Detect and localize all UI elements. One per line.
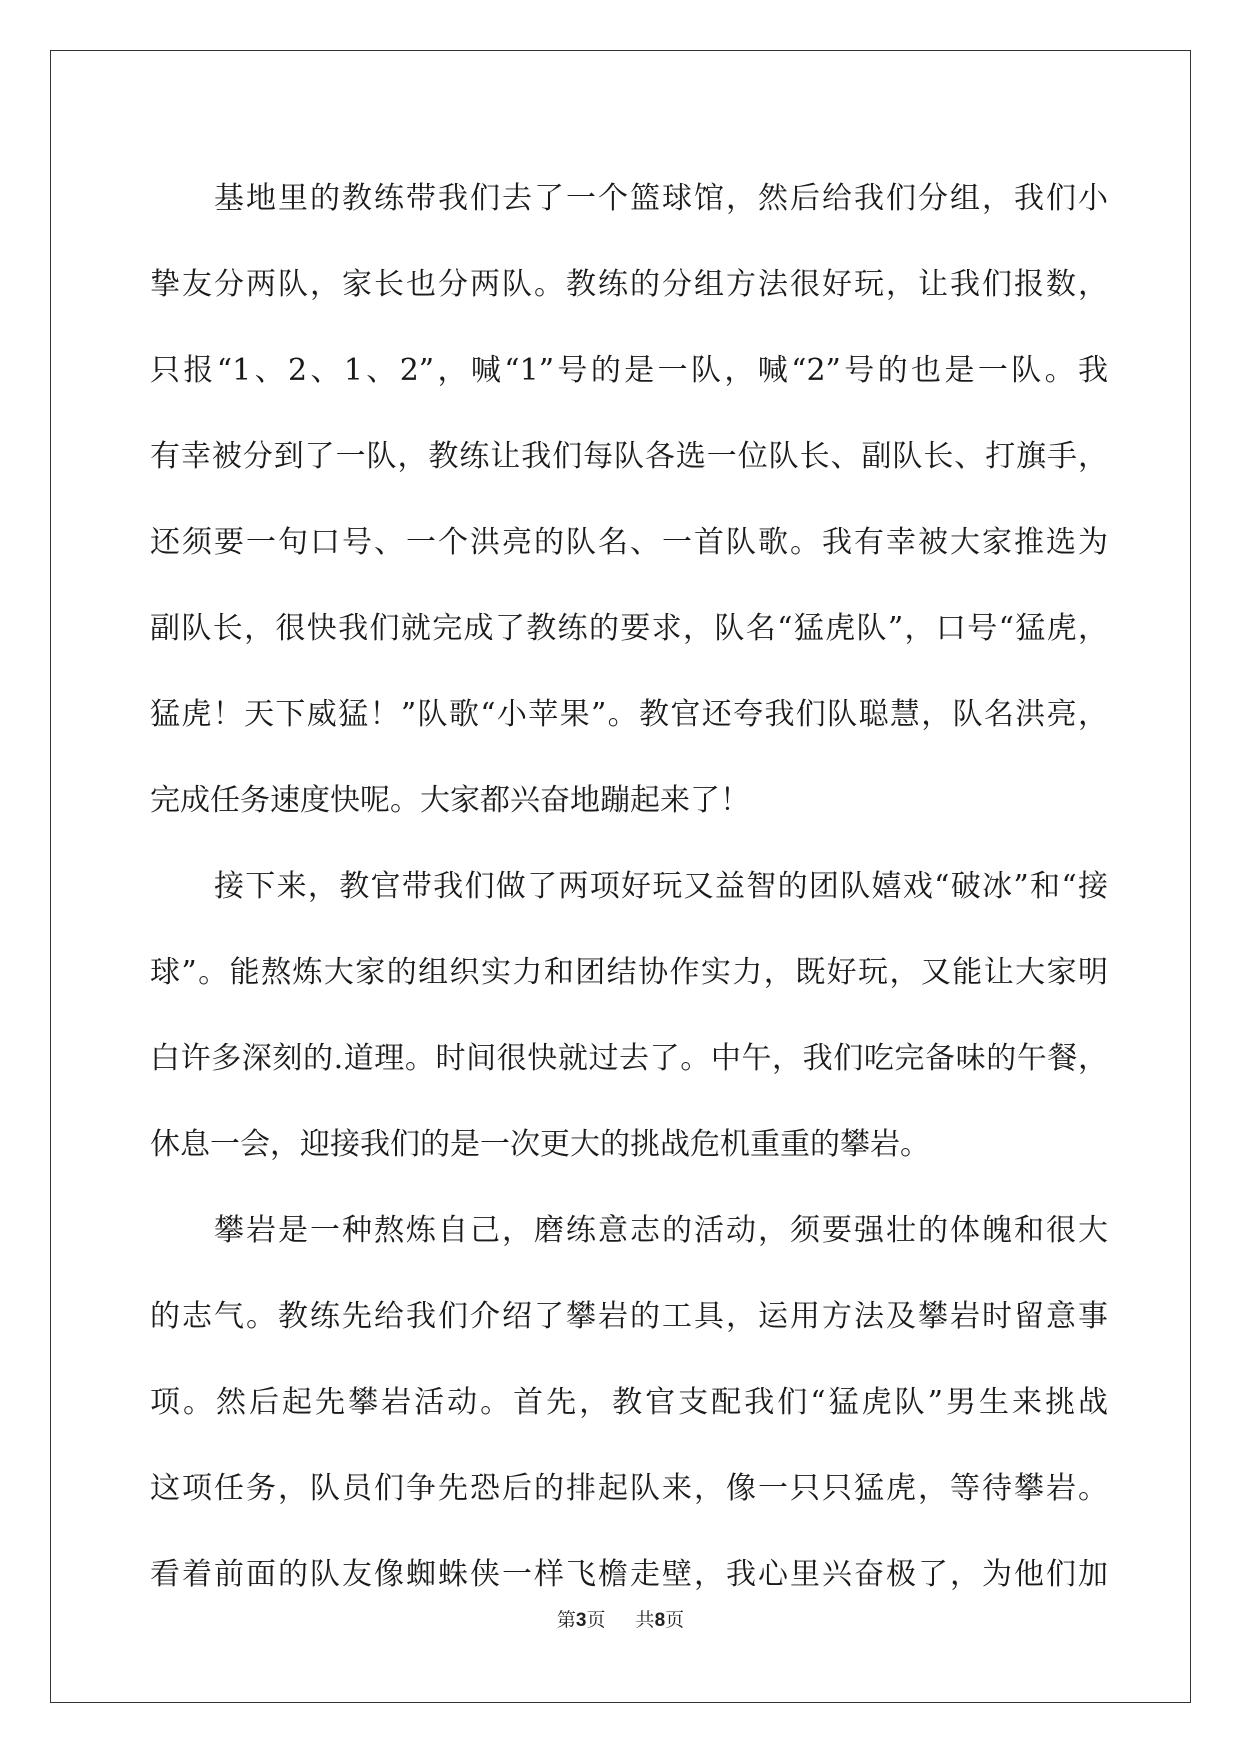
text-line: 有幸被分到了一队，教练让我们每队各选一位队长、副队长、打旗手， — [150, 439, 1108, 474]
document-body — [150, 156, 1108, 1618]
page-suffix: 页 — [586, 1609, 606, 1631]
total-suffix: 页 — [665, 1609, 685, 1631]
text-line: 完成任务速度快呢。大家都兴奋地蹦起来了！ — [150, 783, 750, 818]
text-line: 白许多深刻的.道理。时间很快就过去了。中午，我们吃完备味的午餐， — [150, 1041, 1108, 1076]
text-line: 这项任务，队员们争先恐后的排起队来，像一只只猛虎，等待攀岩。 — [150, 1471, 1108, 1506]
total-page-number: 8 — [654, 1610, 666, 1631]
text-line: 的志气。教练先给我们介绍了攀岩的工具，运用方法及攀岩时留意事 — [150, 1299, 1108, 1334]
page-prefix: 第 — [556, 1609, 576, 1631]
text-line: 项。然后起先攀岩活动。首先，教官支配我们“猛虎队”男生来挑战 — [150, 1385, 1108, 1420]
current-page-number: 3 — [575, 1610, 587, 1631]
text-line: 看着前面的队友像蜘蛛侠一样飞檐走壁，我心里兴奋极了，为他们加 — [150, 1557, 1108, 1592]
page-footer — [0, 1608, 1241, 1633]
text-line: 只报“1、2、1、2”，喊“1”号的是一队，喊“2”号的也是一队。我 — [150, 353, 1108, 388]
text-line: 攀岩是一种熬炼自己，磨练意志的活动，须要强壮的体魄和很大 — [214, 1213, 1108, 1248]
text-line: 猛虎！天下威猛！”队歌“小苹果”。教官还夸我们队聪慧，队名洪亮， — [150, 697, 1108, 732]
text-line: 还须要一句口号、一个洪亮的队名、一首队歌。我有幸被大家推选为 — [150, 525, 1108, 560]
total-prefix: 共 — [635, 1609, 655, 1631]
text-line: 副队长，很快我们就完成了教练的要求，队名“猛虎队”，口号“猛虎， — [150, 611, 1108, 646]
text-line: 休息一会，迎接我们的是一次更大的挑战危机重重的攀岩。 — [150, 1127, 930, 1162]
text-line: 基地里的教练带我们去了一个篮球馆，然后给我们分组，我们小 — [214, 181, 1108, 216]
page-number-label — [557, 1609, 612, 1631]
text-line: 球”。能熬炼大家的组织实力和团结协作实力，既好玩，又能让大家明 — [150, 955, 1108, 990]
text-line: 挚友分两队，家长也分两队。教练的分组方法很好玩，让我们报数， — [150, 267, 1108, 302]
text-line: 接下来，教官带我们做了两项好玩又益智的团队嬉戏“破冰”和“接 — [214, 869, 1108, 904]
page-total-label — [636, 1609, 685, 1631]
